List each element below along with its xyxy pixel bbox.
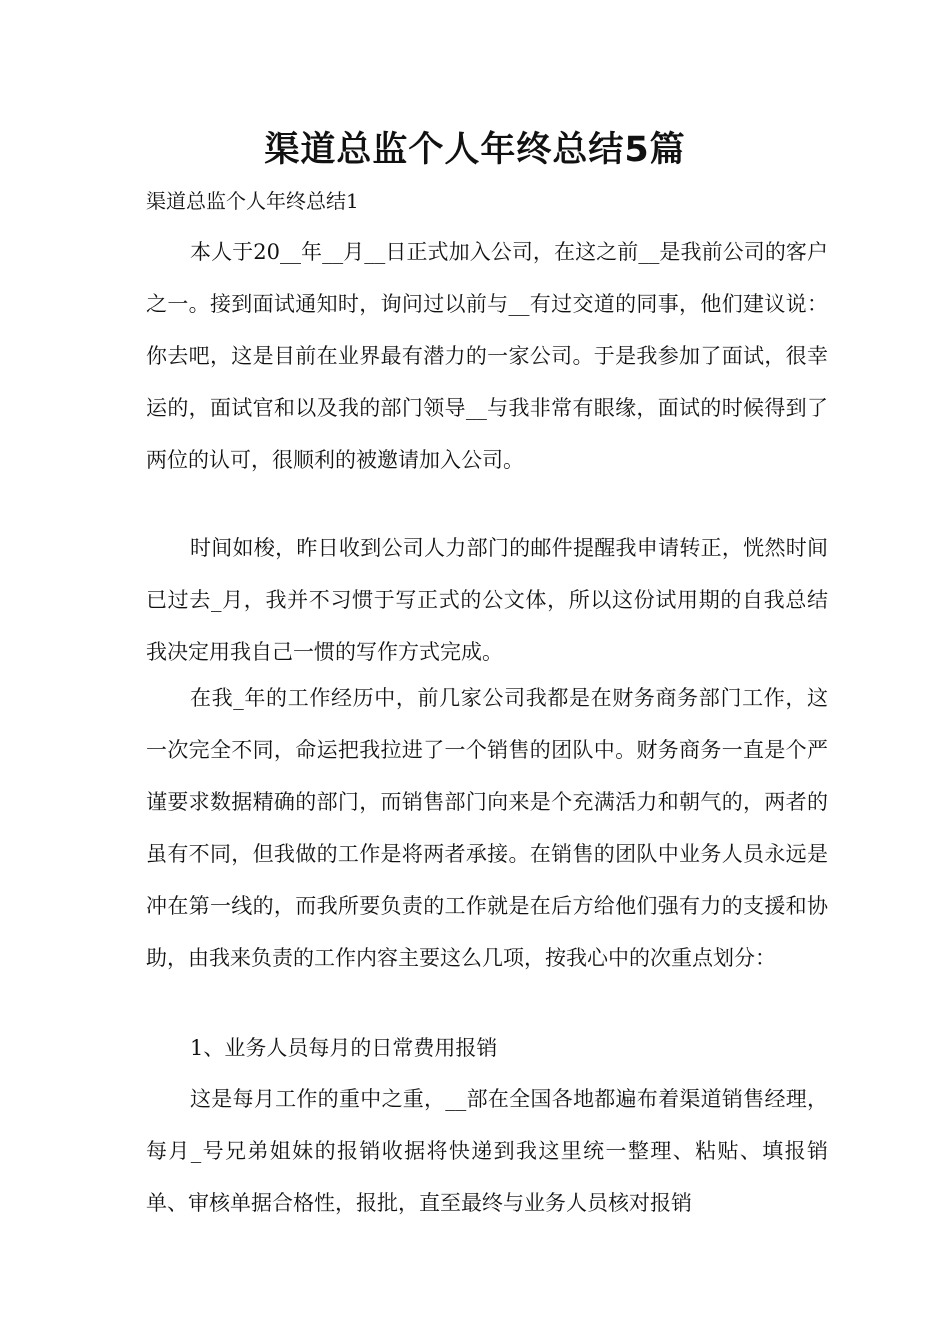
section-heading: 渠道总监个人年终总结1 [146, 189, 359, 213]
paragraph-experience: 在我_年的工作经历中，前几家公司我都是在财务商务部门工作，这一次完全不同，命运把我拉进了一个销售的团队中。财务商务一直是个严谨要求数据精确的部门，而销售部门向来是个充满活力和朝气的，两者的虽有不同，但我做的工作是将两者承接。在销售的团队中业务人员永远是冲在第一线的，而我所要负责的工作就是在后方给他们强有力的支援和协助，由我来负责的工作内容主要这么几项，按我心中的次重点划分： [146, 686, 828, 970]
paragraph-reimbursement: 这是每月工作的重中之重，__部在全国各地都遍布着渠道销售经理，每月_号兄弟姐妹的报销收据将快递到我这里统一整理、粘贴、填报销单、审核单据合格性，报批，直至最终与业务人员核对报销 [146, 1087, 828, 1215]
paragraph-time: 时间如梭，昨日收到公司人力部门的邮件提醒我申请转正，恍然时间已过去_月，我并不习惯于写正式的公文体，所以这份试用期的自我总结我决定用我自己一惯的写作方式完成。 [146, 536, 828, 664]
document-title: 渠道总监个人年终总结5篇 [264, 130, 686, 170]
paragraph-joining: 本人于20__年__月__日正式加入公司，在这之前__是我前公司的客户之一。接到面试通知时，询问过以前与__有过交道的同事，他们建议说：你去吧，这是目前在业界最有潜力的一家公司。于是我参加了面试，很幸运的，面试官和以及我的部门领导__与我非常有眼缘，面试的时候得到了两位的认可，很顺利的被邀请加入公司。 [146, 240, 828, 472]
list-item-heading: 1、业务人员每月的日常费用报销 [190, 1036, 498, 1060]
